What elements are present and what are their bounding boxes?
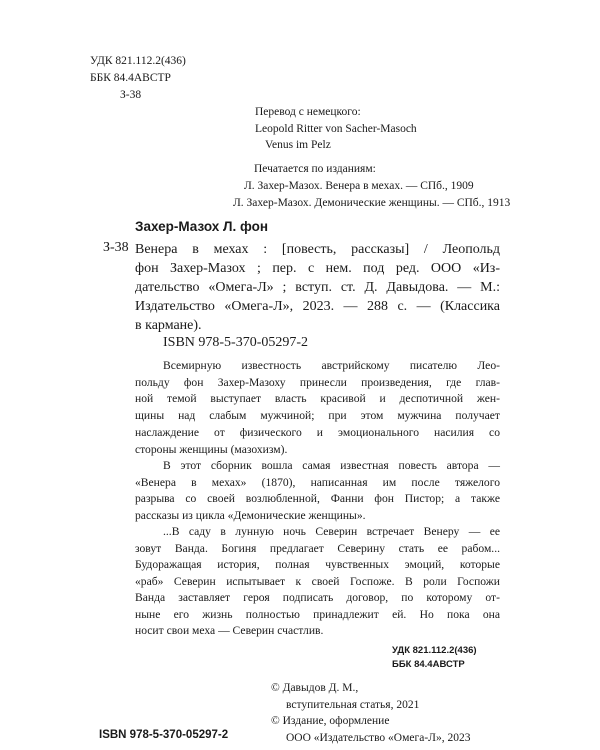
annotation-line: щины над слабым мужчиной; при этом мужчина получает bbox=[135, 409, 500, 423]
catalog-line: фон Захер-Мазох ; пер. с нем. под ред. ООО «Из- bbox=[135, 261, 500, 276]
catalog-mark: З-38 bbox=[103, 240, 129, 255]
footer-bbk: ББК 84.4АВСТР bbox=[392, 659, 465, 670]
annotation-line: стороны женщины (мазохизм). bbox=[135, 442, 288, 456]
source-editions bbox=[254, 161, 376, 178]
footer-udk: УДК 821.112.2(436) bbox=[392, 645, 477, 656]
catalog-description bbox=[135, 240, 500, 335]
editions-heading: Печатается по изданиям: bbox=[254, 163, 376, 175]
annotation-line: В этот сборник вошла самая известная повесть автора — bbox=[163, 459, 500, 472]
annotation-line: Всемирную известность австрийскому писателю Лео- bbox=[163, 359, 500, 372]
translation-info bbox=[255, 104, 417, 154]
author-mark: З-38 bbox=[120, 89, 142, 101]
annotation-line: «раб» Северин испытывает к своей Госпоже. В роли Госпожи bbox=[135, 574, 500, 588]
annotation-line: ...В саду в лунную ночь Северин встречает Венеру — ее bbox=[163, 525, 500, 538]
top-classification-codes bbox=[90, 53, 186, 104]
catalog-line: в кармане). bbox=[135, 318, 202, 333]
edition-item: Л. Захер-Мазох. Венера в мехах. — СПб., 1909 bbox=[244, 180, 474, 192]
catalog-line: Венера в мехах : [повесть, рассказы] / Леопольд bbox=[135, 242, 500, 257]
catalog-line: Издательство «Омега-Л», 2023. — 288 с. — (Классика bbox=[135, 299, 500, 314]
copyright-line: © Давыдов Д. М., bbox=[271, 682, 359, 694]
annotation-line: Будоражащая история, полная чувственных эмоций, которые bbox=[135, 558, 500, 571]
annotation-line: рассказы из цикла «Демонические женщины». bbox=[135, 509, 366, 523]
catalog-line: дательство «Омега-Л» ; вступ. ст. Д. Давыдова. — М.: bbox=[135, 280, 500, 295]
annotation-line: Ванда заставляет героя подписать договор, по которому от- bbox=[135, 591, 500, 604]
annotation-line: зовут Ванда. Богиня предлагает Северину стать ее рабом... bbox=[135, 541, 500, 555]
original-author: Leopold Ritter von Sacher-Masoch bbox=[255, 122, 417, 135]
annotation-line: «Венера в мехах» (1870), написанная им после тяжелого bbox=[135, 475, 500, 489]
annotation-line: ной темой выступает власть красивой и деспотичной жен- bbox=[135, 392, 500, 406]
catalog-isbn: ISBN 978-5-370-05297-2 bbox=[163, 335, 309, 350]
annotation-line: польду фон Захер-Мазоху принесли произведения, где глав- bbox=[135, 375, 500, 389]
annotation-line: ныне его жизнь полностью принадлежит ей. Но пока она bbox=[135, 607, 500, 621]
footer-classification bbox=[392, 644, 477, 672]
annotation-paragraph-3 bbox=[135, 524, 500, 640]
editions-list bbox=[244, 178, 474, 195]
copyright-line: © Издание, оформление bbox=[271, 715, 390, 727]
annotation-line: носит свои меха — Северин счастлив. bbox=[135, 624, 324, 637]
udk-code: УДК 821.112.2(436) bbox=[90, 55, 186, 67]
translation-from: Перевод с немецкого: bbox=[255, 106, 361, 118]
catalog-author: Захер-Мазох Л. фон bbox=[135, 219, 269, 234]
edition-item: Л. Захер-Мазох. Демонические женщины. — СПб., 1913 bbox=[233, 197, 511, 209]
annotation-line: разрыва со своей возлюбленной, Фанни фон Пистор; а также bbox=[135, 492, 500, 506]
bbk-code: ББК 84.4АВСТР bbox=[90, 72, 171, 84]
annotation-line: наслаждение от физического и эмоционального насилия со bbox=[135, 425, 500, 439]
copyright-line: ООО «Издательство «Омега-Л», 2023 bbox=[286, 731, 471, 744]
copyright-block bbox=[271, 680, 470, 746]
copyright-line: вступительная статья, 2021 bbox=[286, 698, 420, 711]
annotation-paragraph-2 bbox=[135, 458, 500, 525]
annotation-paragraph-1 bbox=[135, 358, 500, 458]
bottom-isbn: ISBN 978-5-370-05297-2 bbox=[99, 729, 229, 741]
editions-list-2 bbox=[233, 195, 510, 212]
original-title: Venus im Pelz bbox=[265, 139, 331, 151]
